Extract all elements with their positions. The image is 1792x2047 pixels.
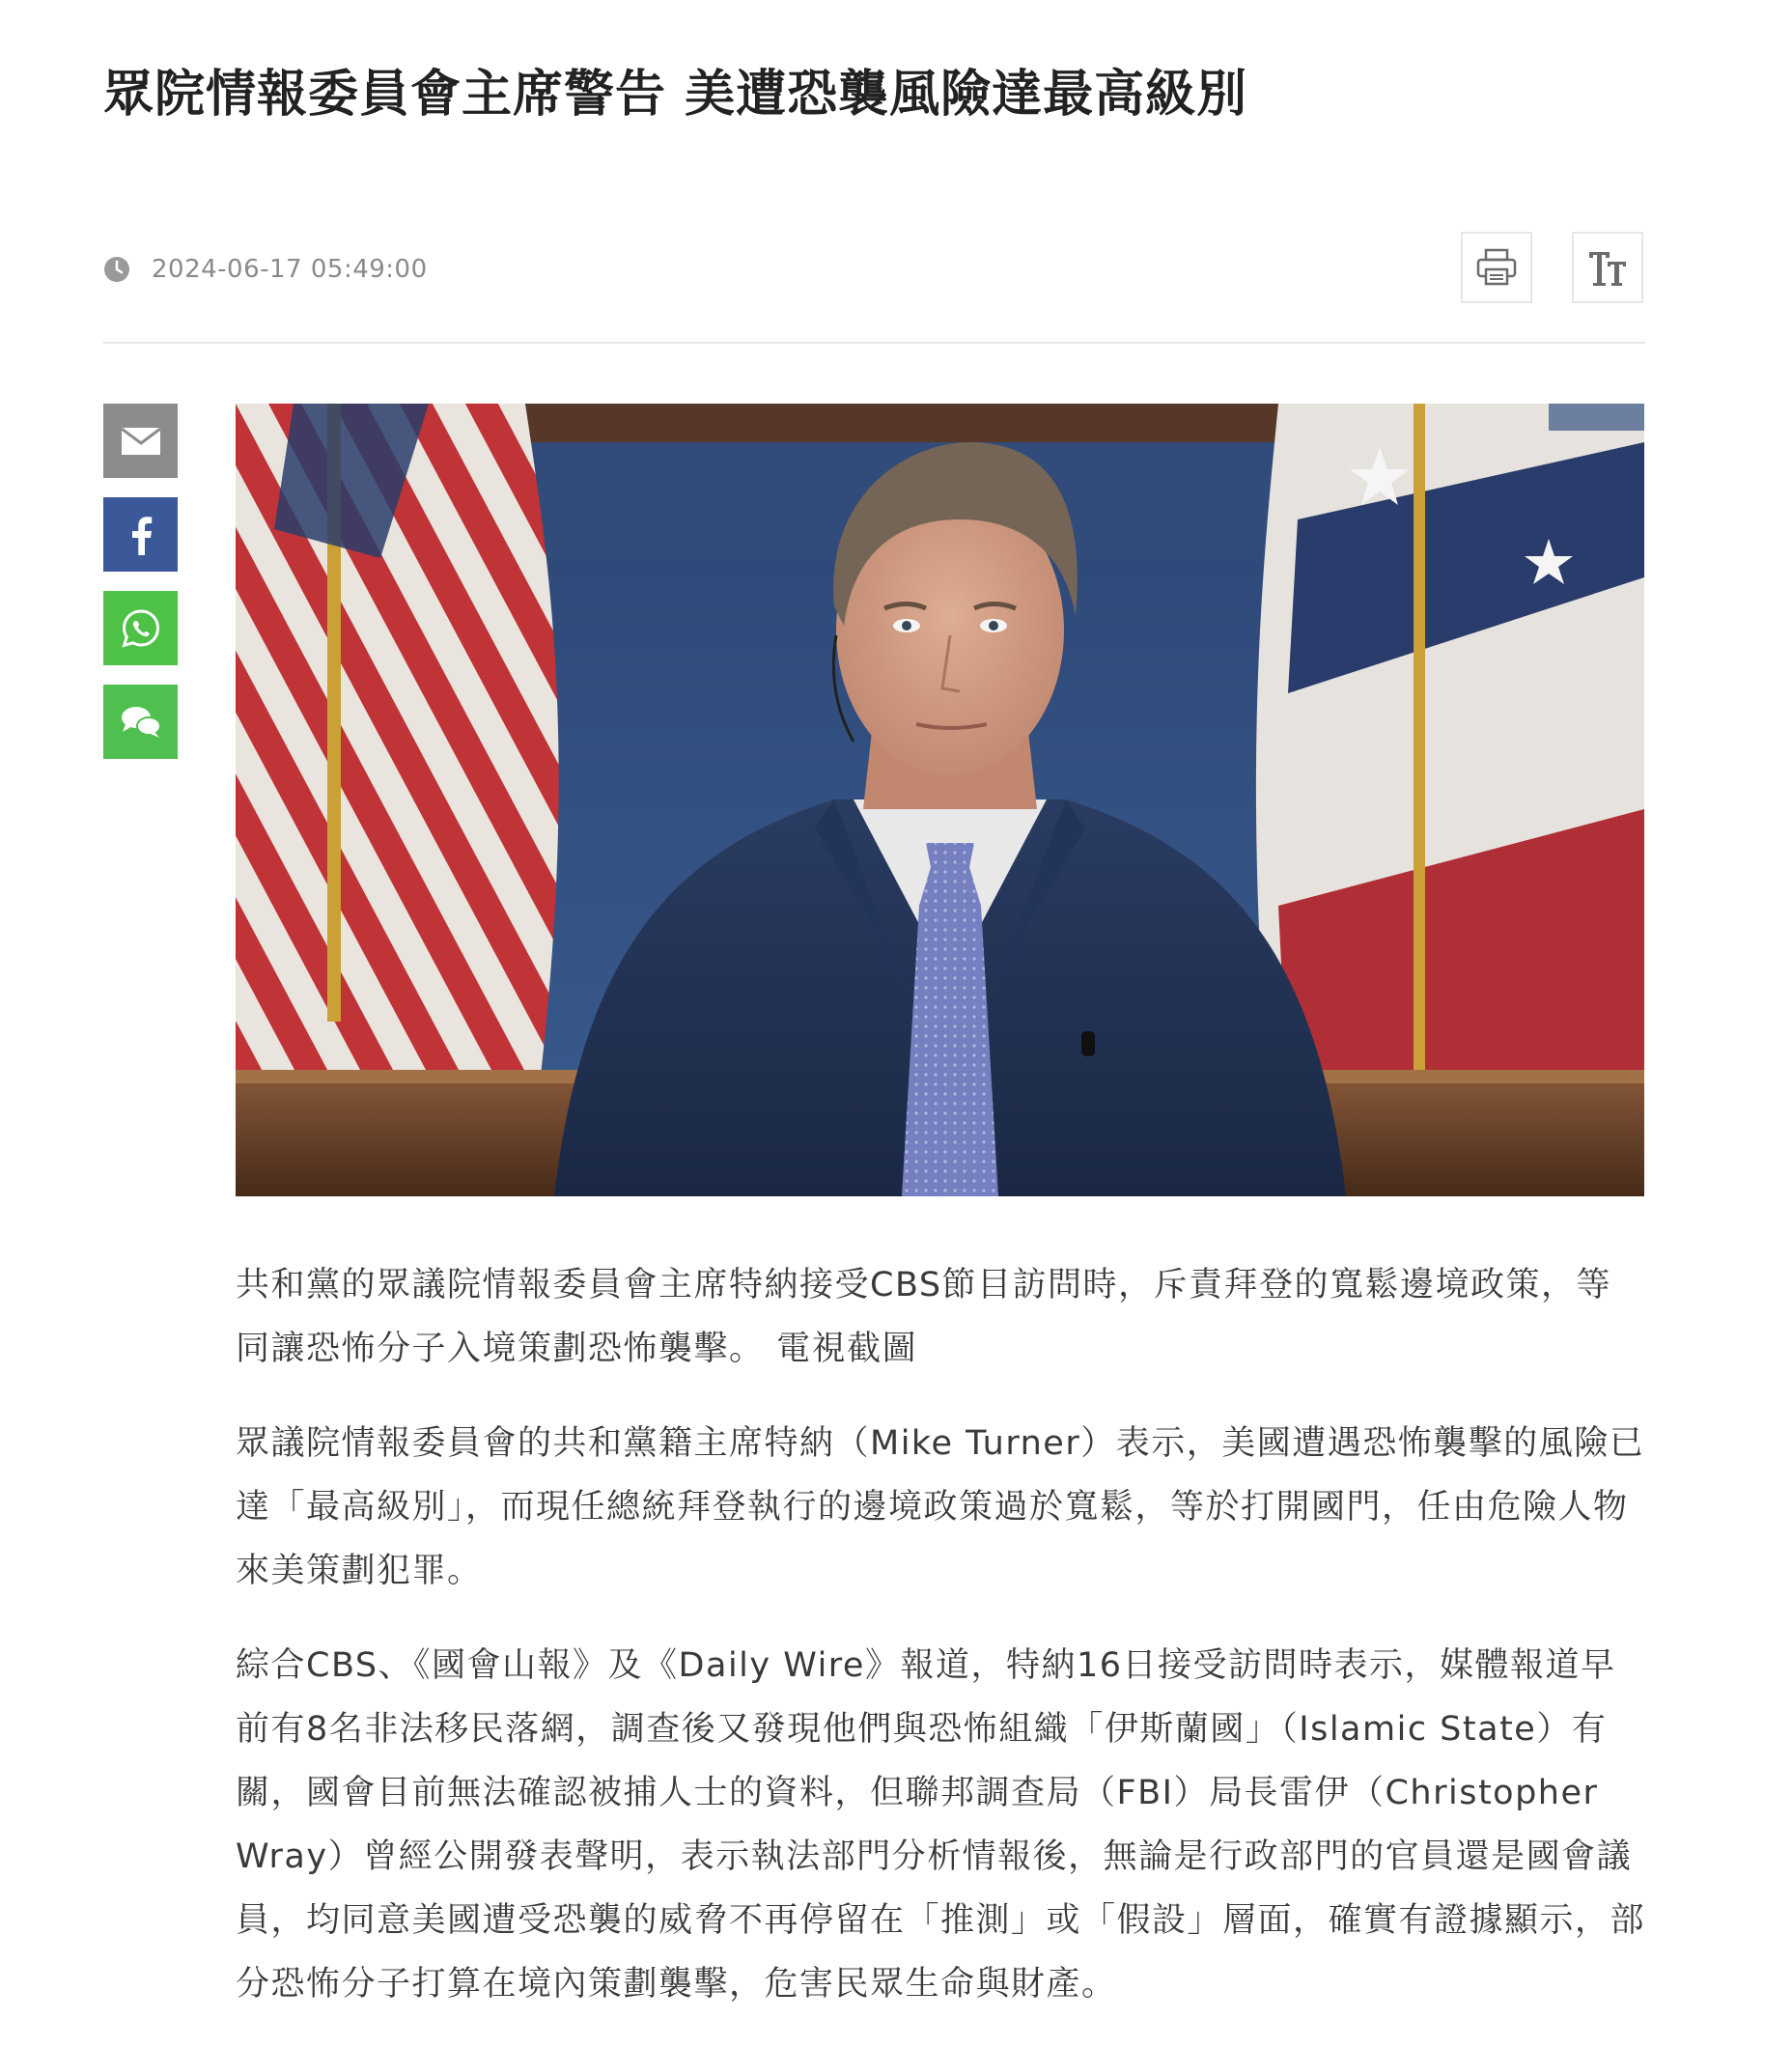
article-meta-row xyxy=(103,232,1645,305)
share-whatsapp-button[interactable] xyxy=(103,591,178,665)
clock-icon xyxy=(103,256,130,283)
publish-timestamp xyxy=(103,255,428,284)
whatsapp-icon xyxy=(121,608,161,649)
article-body xyxy=(236,1253,1645,2047)
article-paragraph: 綜合CBS、《國會山報》及《Daily Wire》報道，特納16日接受訪問時表示，媒體報道早前有8名非法移民落網，調查後又發現他們與恐怖組織「伊斯蘭國」（Islamic State）有關，國會目前無法確認被捕人士的資料，但聯邦調查局（FBI）局長雷伊（Christopher Wray）曾經公開發表聲明，表示執法部門分析情報後，無論是行政部門的官員還是國會議員，均同意美國遭受恐襲的威脅不再停留在「推測」或「假設」層面，確實有證據顯示，部分恐怖分子打算在境內策劃襲擊，危害民眾生命與財產。 xyxy=(236,1646,1646,2004)
share-rail xyxy=(103,404,178,778)
hero-image xyxy=(236,404,1644,1196)
publish-date-text: 2024-06-17 05:49:00 xyxy=(152,255,428,284)
meta-divider xyxy=(103,342,1645,344)
facebook-icon xyxy=(129,515,153,555)
article-paragraph: 眾議院情報委員會的共和黨籍主席特納（Mike Turner）表示，美國遭遇恐怖襲擊的風險已達「最高級別」，而現任總統拜登執行的邊境政策過於寬鬆，等於打開國門，任由危險人物來美策劃犯罪。 xyxy=(236,1424,1645,1590)
share-comment-button[interactable] xyxy=(103,685,178,759)
envelope-icon xyxy=(120,426,162,457)
font-size-button[interactable] xyxy=(1572,232,1643,303)
text-size-icon xyxy=(1586,248,1629,287)
share-facebook-button[interactable] xyxy=(103,497,178,572)
print-button[interactable] xyxy=(1461,232,1532,303)
share-email-button[interactable] xyxy=(103,404,178,478)
image-caption: 共和黨的眾議院情報委員會主席特納接受CBS節目訪問時，斥責拜登的寬鬆邊境政策，等同讓恐怖分子入境策劃恐怖襲擊。 電視截圖 xyxy=(236,1266,1612,1368)
article-headline: 眾院情報委員會主席警告 美遭恐襲風險達最高級別 xyxy=(103,65,1248,124)
printer-icon xyxy=(1476,248,1517,287)
comment-icon xyxy=(120,705,162,740)
hero-photo-illustration xyxy=(236,404,1644,1196)
